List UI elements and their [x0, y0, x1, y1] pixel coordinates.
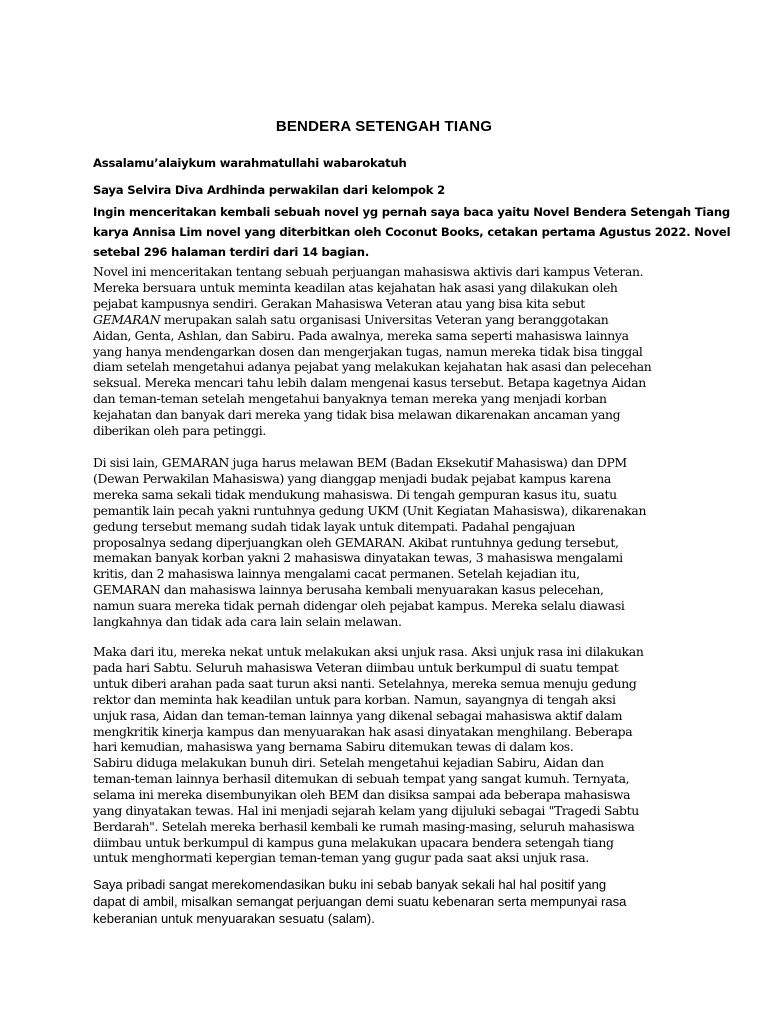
paragraph-line: GEMARAN dan mahasiswa lainnya berusaha kembali menyuarakan kasus pelecehan,: [93, 582, 604, 598]
paragraph-line: namun suara mereka tidak pernah didengar oleh pejabat kampus. Mereka selalu diawasi: [93, 598, 625, 614]
paragraph-line: rektor dan meminta hak keadilan untuk para korban. Namun, sayangnya di tengah aksi: [93, 691, 616, 707]
paragraph-synopsis-2: [93, 455, 683, 630]
paragraph-line-rest: merupakan salah satu organisasi Universitas Veteran yang beranggotakan: [160, 311, 609, 327]
paragraph-line: diberikan oleh para petinggi.: [93, 423, 266, 439]
paragraph-line: teman-teman lainnya berhasil ditemukan di sebuah tempat yang sangat kumuh. Ternyata,: [93, 770, 630, 786]
document-title: BENDERA SETENGAH TIANG: [275, 118, 493, 135]
paragraph-line: (Dewan Perwakilan Mahasiswa) yang dianggap menjadi budak pejabat kampus karena: [93, 470, 611, 486]
paragraph-synopsis-4: [93, 755, 683, 866]
paragraph-line: [93, 312, 683, 328]
paragraph-line: Maka dari itu, mereka nekat untuk melakukan aksi unjuk rasa. Aksi unjuk rasa ini dilakukan: [93, 644, 644, 659]
paragraph-line: dapat di ambil, misalkan semangat perjuangan demi suatu kebenaran serta mempunyai rasa: [93, 894, 627, 909]
paragraph-line: pada hari Sabtu. Seluruh mahasiswa Veteran diimbau untuk berkumpul di suatu tempat: [93, 659, 619, 675]
paragraph-line: hari kemudian, mahasiswa yang bernama Sabiru ditemukan tewas di dalam kos.: [93, 739, 574, 755]
book-info: [93, 202, 731, 262]
paragraph-line: Sabiru diduga melakukan bunuh diri. Setelah mengetahui kejadian Sabiru, Aidan dan: [93, 755, 604, 770]
introduction: Saya Selvira Diva Ardhinda perwakilan dari kelompok 2: [93, 183, 445, 197]
book-info-line: setebal 296 halaman terdiri dari 14 bagian.: [93, 245, 370, 259]
paragraph-line: Mereka bersuara untuk meminta keadilan atas kejahatan hak asasi yang dilakukan oleh: [93, 279, 618, 295]
paragraph-line: dan teman-teman setelah mengetahui banyaknya teman mereka yang menjadi korban: [93, 391, 607, 407]
paragraph-line: kritis, dan 2 mahasiswa lainnya mengalami cacat permanen. Setelah kejadian itu,: [93, 566, 580, 582]
paragraph-line: Di sisi lain, GEMARAN juga harus melawan BEM (Badan Eksekutif Mahasiswa) dan DPM: [93, 455, 627, 470]
paragraph-line: mereka sama sekali tidak mendukung mahasiswa. Di tengah gempuran kasus itu, suatu: [93, 486, 617, 502]
paragraph-recommendation: [93, 876, 693, 927]
paragraph-line: proposalnya sedang diperjuangkan oleh GEMARAN. Akibat runtuhnya gedung tersebut,: [93, 534, 619, 550]
paragraph-line: Novel ini menceritakan tentang sebuah perjuangan mahasiswa aktivis dari kampus Veteran.: [93, 264, 644, 279]
paragraph-line: seksual. Mereka mencari tahu lebih dalam mengenai kasus tersebut. Betapa kagetnya Aidan: [93, 375, 646, 391]
paragraph-line: pejabat kampusnya sendiri. Gerakan Mahasiswa Veteran atau yang bisa kita sebut: [93, 295, 585, 311]
paragraph-line: untuk diberi arahan pada saat turun aksi nanti. Setelahnya, mereka semua menuju gedung: [93, 675, 637, 691]
paragraph-synopsis-3: [93, 644, 683, 755]
greeting: Assalamu’alaiykum warahmatullahi wabarokatuh: [93, 156, 407, 170]
paragraph-line: mengkritik kinerja kampus dan menyuarakan hak asasi dinyatakan menghilang. Beberapa: [93, 723, 633, 739]
paragraph-line: unjuk rasa, Aidan dan teman-teman lainnya yang dikenal sebagai mahasiswa aktif dalam: [93, 707, 623, 723]
book-info-line: karya Annisa Lim novel yang diterbitkan oleh Coconut Books, cetakan pertama Agustus 2022. Novel: [93, 225, 731, 239]
paragraph-line: memakan banyak korban yakni 2 mahasiswa dinyatakan tewas, 3 mahasiswa mengalami: [93, 550, 623, 566]
paragraph-line: yang hanya mendengarkan dosen dan mengerjakan tugas, namun mereka tidak bisa tinggal: [93, 343, 643, 359]
paragraph-synopsis-1: [93, 264, 683, 439]
paragraph-line: diam setelah mengetahui adanya pejabat yang melakukan kejahatan hak asasi dan pelecehan: [93, 359, 652, 375]
paragraph-line: yang dinyatakan tewas. Hal ini menjadi sejarah kelam yang dijuluki sebagai "Tragedi Sabtu: [93, 802, 639, 818]
paragraph-line: pemantik lain pecah yakni runtuhnya gedung UKM (Unit Kegiatan Mahasiswa), dikarenakan: [93, 502, 647, 518]
book-info-line: Ingin menceritakan kembali sebuah novel yg pernah saya baca yaitu Novel Bendera Setengah Tiang: [93, 205, 730, 219]
paragraph-line: Aidan, Genta, Ashlan, dan Sabiru. Pada awalnya, mereka sama seperti mahasiswa lainnya: [93, 327, 629, 343]
paragraph-line: keberanian untuk menyuarakan sesuatu (salam).: [93, 911, 375, 926]
paragraph-line: gedung tersebut memang sudah tidak layak untuk ditempati. Padahal pengajuan: [93, 518, 576, 534]
paragraph-line: Berdarah". Setelah mereka berhasil kembali ke rumah masing-masing, seluruh mahasiswa: [93, 818, 635, 834]
paragraph-line: untuk menghormati kepergian teman-teman yang gugur pada saat aksi unjuk rasa.: [93, 850, 589, 866]
paragraph-line: langkahnya dan tidak ada cara lain selain melawan.: [93, 614, 402, 630]
paragraph-line: selama ini mereka disembunyikan oleh BEM dan disiksa sampai ada beberapa mahasiswa: [93, 786, 631, 802]
paragraph-line: Saya pribadi sangat merekomendasikan buku ini sebab banyak sekali hal hal positif yang: [93, 877, 607, 892]
paragraph-line: kejahatan dan banyak dari mereka yang tidak bisa melawan dikarenakan ancaman yang: [93, 407, 621, 423]
paragraph-line: diimbau untuk berkumpul di kampus guna melakukan upacara bendera setengah tiang: [93, 834, 614, 850]
gemaran-italic: GEMARAN: [93, 311, 161, 327]
